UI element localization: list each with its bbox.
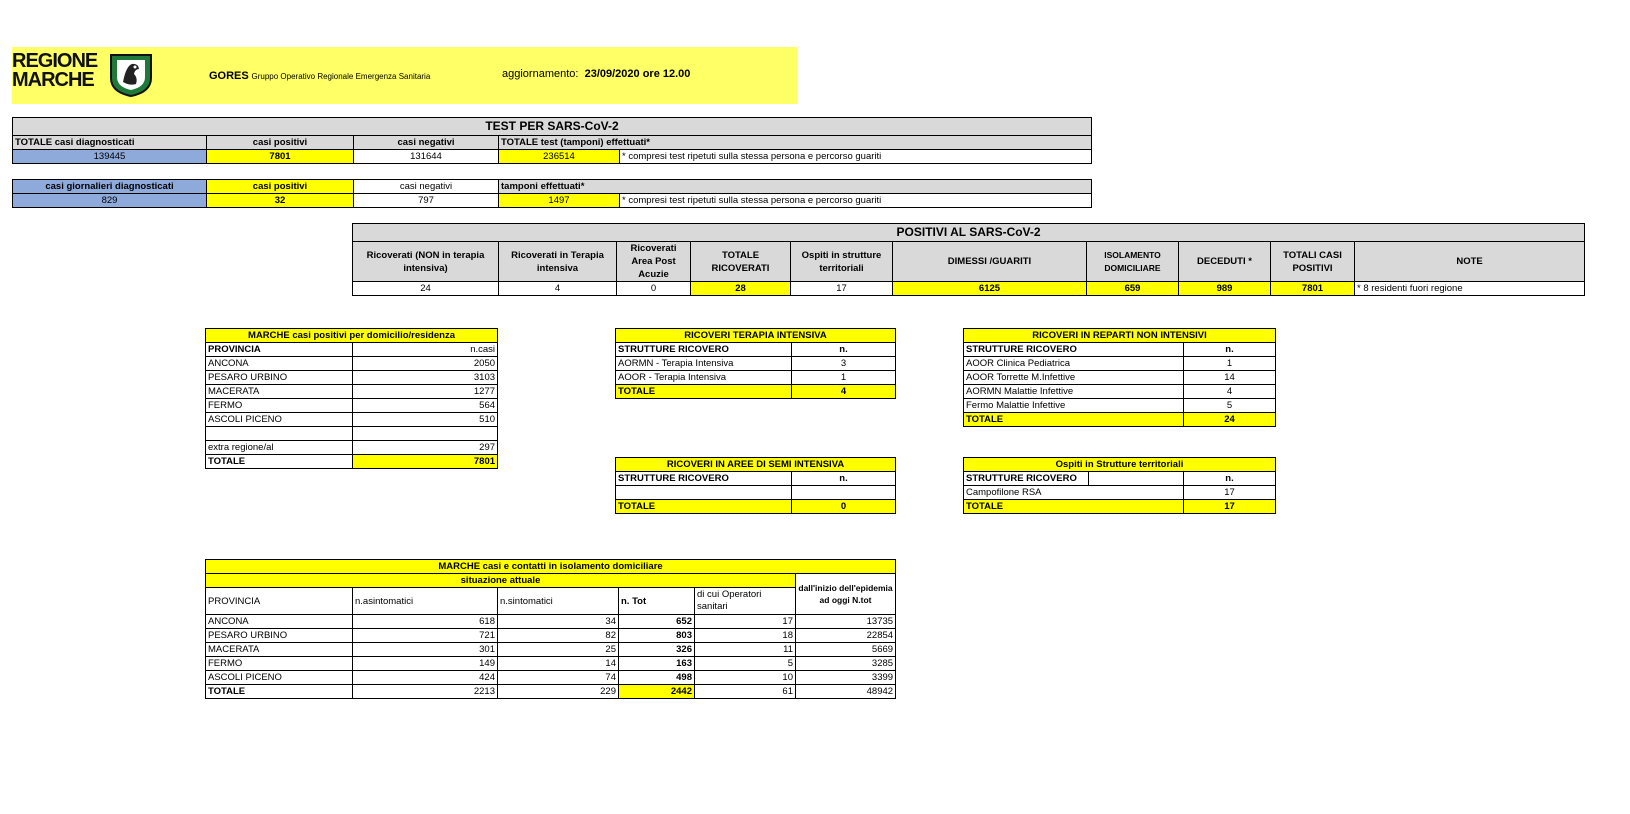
terapia-header: n. (792, 343, 896, 357)
ospiti-header: n. (1184, 472, 1276, 486)
terapia-value: 3 (792, 357, 896, 371)
semi-intensiva-table (615, 457, 896, 514)
non-intensivi-header: STRUTTURE RICOVERO (964, 343, 1184, 357)
isolamento-total-sint: 229 (498, 685, 619, 699)
positivi-header: NOTE (1355, 242, 1585, 282)
terapia-header: STRUTTURE RICOVERO (616, 343, 792, 357)
non-intensivi-total-value: 24 (1184, 413, 1276, 427)
positivi-title: POSITIVI AL SARS-CoV-2 (353, 224, 1585, 242)
isolamento-asint: 149 (353, 657, 498, 671)
isolamento-inizio: 22854 (796, 629, 896, 643)
province-header: PROVINCIA (206, 343, 353, 357)
non-intensivi-name: Fermo Malattie Infettive (964, 399, 1184, 413)
isolamento-sint: 25 (498, 643, 619, 657)
isolamento-name: ANCONA (206, 615, 353, 629)
isolamento-asint: 721 (353, 629, 498, 643)
isolamento-oper: 5 (695, 657, 796, 671)
semi-intensiva-header: n. (792, 472, 896, 486)
non-intensivi-value: 1 (1184, 357, 1276, 371)
header-daily-tamponi: tamponi effettuati* (499, 180, 1092, 194)
isolamento-total-inizio: 48942 (796, 685, 896, 699)
isolamento-tot: 163 (619, 657, 695, 671)
isolamento-header: PROVINCIA (206, 588, 353, 615)
non-intensivi-value: 5 (1184, 399, 1276, 413)
isolamento-oper: 18 (695, 629, 796, 643)
terapia-name: AOOR - Terapia Intensiva (616, 371, 792, 385)
isolamento-subtitle: situazione attuale (206, 574, 796, 588)
positivi-header: TOTALI CASI POSITIVI (1271, 242, 1355, 282)
isolamento-total-oper: 61 (695, 685, 796, 699)
value-giornalieri: 829 (13, 194, 207, 208)
isolamento-header-inizio: dall'inizio dell'epidemia ad oggi N.tot (796, 574, 896, 615)
isolamento-asint: 618 (353, 615, 498, 629)
header-negativi: casi negativi (354, 136, 499, 150)
isolamento-name: ASCOLI PICENO (206, 671, 353, 685)
ospiti-total-label: TOTALE (964, 500, 1184, 514)
province-name: PESARO URBINO (206, 371, 353, 385)
province-table (205, 328, 498, 469)
value-tamponi: 236514 (499, 150, 620, 164)
isolamento-inizio: 5669 (796, 643, 896, 657)
positivi-header: Ricoverati (NON in terapia intensiva) (353, 242, 499, 282)
positivi-value: 0 (617, 282, 691, 296)
isolamento-inizio: 3285 (796, 657, 896, 671)
positivi-table (352, 223, 1585, 296)
ospiti-value: 17 (1184, 486, 1276, 500)
update-info: aggiornamento: 23/09/2020 ore 12.00 (502, 68, 691, 80)
non-intensivi-name: AOOR Clinica Pediatrica (964, 357, 1184, 371)
header-daily-positivi: casi positivi (207, 180, 354, 194)
terapia-value: 1 (792, 371, 896, 385)
isolamento-name: PESARO URBINO (206, 629, 353, 643)
non-intensivi-name: AOOR Torrette M.Infettive (964, 371, 1184, 385)
terapia-title: RICOVERI TERAPIA INTENSIVA (616, 329, 896, 343)
value-daily-tamponi: 1497 (499, 194, 620, 208)
tests-table (12, 117, 1092, 164)
logo-text: REGIONE MARCHE (12, 50, 98, 91)
positivi-header: DECEDUTI * (1179, 242, 1271, 282)
terapia-name: AORMN - Terapia Intensiva (616, 357, 792, 371)
terapia-total-value: 4 (792, 385, 896, 399)
positivi-value: 24 (353, 282, 499, 296)
isolamento-asint: 301 (353, 643, 498, 657)
positivi-value: 4 (499, 282, 617, 296)
isolamento-tot: 652 (619, 615, 695, 629)
province-name: FERMO (206, 399, 353, 413)
isolamento-header: n. Tot (619, 588, 695, 615)
isolamento-header: n.asintomatici (353, 588, 498, 615)
ospiti-table (963, 457, 1276, 514)
positivi-value: 7801 (1271, 282, 1355, 296)
isolamento-header: n.sintomatici (498, 588, 619, 615)
isolamento-sint: 74 (498, 671, 619, 685)
positivi-value: 6125 (893, 282, 1087, 296)
non-intensivi-header: n. (1184, 343, 1276, 357)
non-intensivi-value: 14 (1184, 371, 1276, 385)
positivi-header: Ricoverati Area Post Acuzie (617, 242, 691, 282)
gores-label: GORES Gruppo Operativo Regionale Emergenza Sanitaria (209, 70, 431, 82)
daily-table (12, 179, 1092, 208)
tests-note: * compresi test ripetuti sulla stessa persona e percorso guariti (620, 150, 1092, 164)
value-totale: 139445 (13, 150, 207, 164)
ospiti-title: Ospiti in Strutture territoriali (964, 458, 1276, 472)
semi-intensiva-total-label: TOTALE (616, 500, 792, 514)
header-positivi: casi positivi (207, 136, 354, 150)
province-value: 2050 (353, 357, 498, 371)
isolamento-sint: 82 (498, 629, 619, 643)
non-intensivi-total-label: TOTALE (964, 413, 1184, 427)
isolamento-title: MARCHE casi e contatti in isolamento domiciliare (206, 560, 896, 574)
positivi-value: 28 (691, 282, 791, 296)
isolamento-table (205, 559, 896, 699)
isolamento-header: di cui Operatori sanitari (695, 588, 796, 615)
empty-cell (616, 486, 792, 500)
semi-intensiva-title: RICOVERI IN AREE DI SEMI INTENSIVA (616, 458, 896, 472)
province-extra: extra regione/al (206, 441, 353, 455)
isolamento-total-tot: 2442 (619, 685, 695, 699)
province-name: MACERATA (206, 385, 353, 399)
isolamento-tot: 803 (619, 629, 695, 643)
province-value: 564 (353, 399, 498, 413)
province-value: 1277 (353, 385, 498, 399)
daily-note: * compresi test ripetuti sulla stessa persona e percorso guariti (620, 194, 1092, 208)
terapia-table (615, 328, 896, 399)
positivi-header: TOTALE RICOVERATI (691, 242, 791, 282)
province-value: 3103 (353, 371, 498, 385)
isolamento-oper: 17 (695, 615, 796, 629)
positivi-header: Ospiti in strutture territoriali (791, 242, 893, 282)
positivi-note: * 8 residenti fuori regione (1355, 282, 1585, 296)
ospiti-total-value: 17 (1184, 500, 1276, 514)
non-intensivi-name: AORMN Malattie Infettive (964, 385, 1184, 399)
header-daily-negativi: casi negativi (354, 180, 499, 194)
isolamento-oper: 11 (695, 643, 796, 657)
province-value: 510 (353, 413, 498, 427)
isolamento-asint: 424 (353, 671, 498, 685)
semi-intensiva-total-value: 0 (792, 500, 896, 514)
province-header: n.casi (353, 343, 498, 357)
isolamento-tot: 326 (619, 643, 695, 657)
positivi-value: 989 (1179, 282, 1271, 296)
positivi-header: ISOLAMENTO DOMICILIARE (1087, 242, 1179, 282)
positivi-header: DIMESSI /GUARITI (893, 242, 1087, 282)
header-giornalieri: casi giornalieri diagnosticati (13, 180, 207, 194)
semi-intensiva-header: STRUTTURE RICOVERO (616, 472, 792, 486)
value-daily-negativi: 797 (354, 194, 499, 208)
value-daily-positivi: 32 (207, 194, 354, 208)
tests-title: TEST PER SARS-CoV-2 (13, 118, 1092, 136)
non-intensivi-title: RICOVERI IN REPARTI NON INTENSIVI (964, 329, 1276, 343)
ospiti-header: STRUTTURE RICOVERO (964, 472, 1089, 486)
regione-marche-logo (12, 52, 162, 100)
isolamento-inizio: 3399 (796, 671, 896, 685)
terapia-total-label: TOTALE (616, 385, 792, 399)
non-intensivi-table (963, 328, 1276, 427)
isolamento-sint: 34 (498, 615, 619, 629)
isolamento-sint: 14 (498, 657, 619, 671)
header-totale: TOTALE casi diagnosticati (13, 136, 207, 150)
isolamento-name: FERMO (206, 657, 353, 671)
empty-cell (792, 486, 896, 500)
positivi-value: 17 (791, 282, 893, 296)
value-positivi: 7801 (207, 150, 354, 164)
province-extra-value: 297 (353, 441, 498, 455)
ospiti-name: Campofilone RSA (964, 486, 1184, 500)
province-title: MARCHE casi positivi per domicilio/residenza (206, 329, 498, 343)
isolamento-inizio: 13735 (796, 615, 896, 629)
empty-cell (1089, 472, 1184, 486)
shield-icon (108, 52, 154, 98)
value-negativi: 131644 (354, 150, 499, 164)
empty-cell (353, 427, 498, 441)
positivi-header: Ricoverati in Terapia intensiva (499, 242, 617, 282)
positivi-value: 659 (1087, 282, 1179, 296)
province-total-label: TOTALE (206, 455, 353, 469)
isolamento-oper: 10 (695, 671, 796, 685)
non-intensivi-value: 4 (1184, 385, 1276, 399)
isolamento-name: MACERATA (206, 643, 353, 657)
header-tamponi: TOTALE test (tamponi) effettuati* (499, 136, 1092, 150)
isolamento-total-asint: 2213 (353, 685, 498, 699)
isolamento-total-label: TOTALE (206, 685, 353, 699)
isolamento-tot: 498 (619, 671, 695, 685)
province-name: ASCOLI PICENO (206, 413, 353, 427)
empty-cell (206, 427, 353, 441)
province-total-value: 7801 (353, 455, 498, 469)
province-name: ANCONA (206, 357, 353, 371)
